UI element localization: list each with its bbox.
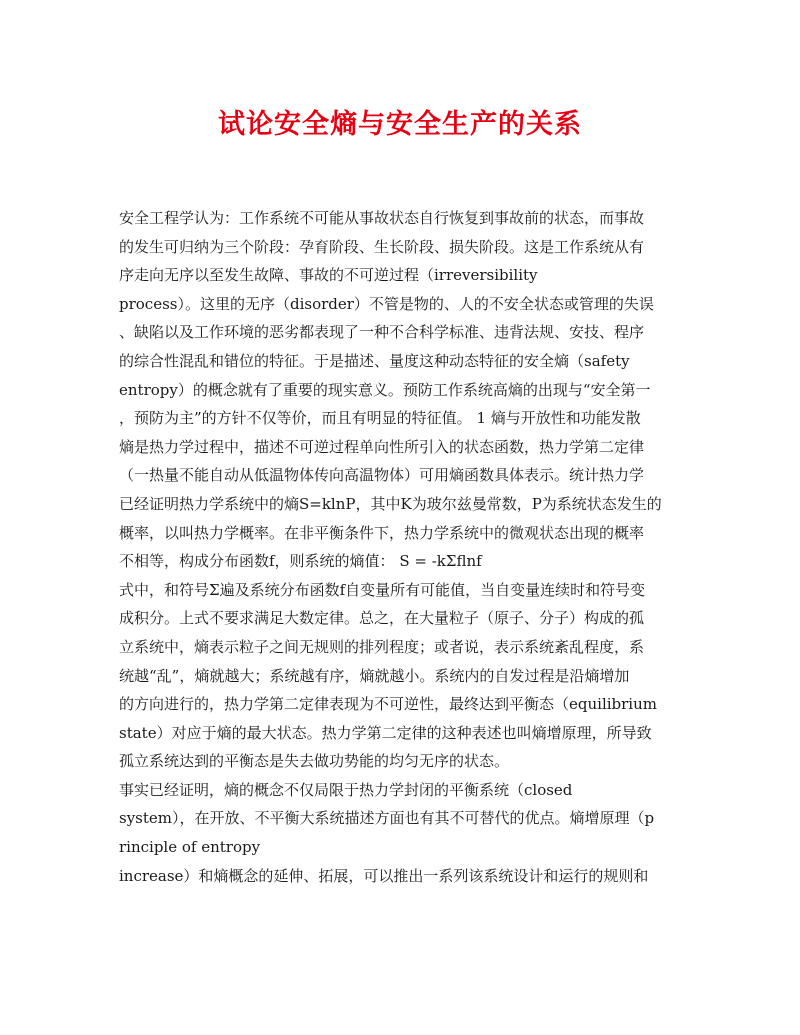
- text-line: entropy）的概念就有了重要的现实意义。预防工作系统高熵的出现与“安全第一: [119, 380, 651, 399]
- text-line: 事实已经证明，熵的概念不仅局限于热力学封闭的平衡系统（closed: [119, 780, 573, 799]
- text-line: 已经证明热力学系统中的熵S=klnP，其中K为玻尔兹曼常数，P为系统状态发生的: [119, 494, 662, 513]
- text-line: 的综合性混乱和错位的特征。于是描述、量度这种动态特征的安全熵（safety: [119, 351, 630, 370]
- text-line: 序走向无序以至发生故障、事故的不可逆过程（irreversibility: [119, 266, 538, 285]
- document-body: [119, 204, 689, 890]
- text-line: 的发生可归纳为三个阶段：孕育阶段、生长阶段、损失阶段。这是工作系统从有: [119, 237, 645, 256]
- text-line: 统越“乱”，熵就越大；系统越有序，熵就越小。系统内的自发过程是沿熵增加: [119, 666, 630, 685]
- text-line: 式中，和符号Σ遍及系统分布函数f自变量所有可能值，当自变量连续时和符号变: [119, 580, 646, 599]
- text-line: increase）和熵概念的延伸、拓展，可以推出一系列该系统设计和运行的规则和: [119, 866, 649, 885]
- text-line: 概率，以叫热力学概率。在非平衡条件下，热力学系统中的微观状态出现的概率: [119, 523, 645, 542]
- text-line: 成积分。上式不要求满足大数定律。总之，在大量粒子（原子、分子）构成的孤: [119, 609, 645, 628]
- text-line: process）。这里的无序（disorder）不管是物的、人的不安全状态或管理的失误: [119, 294, 654, 313]
- document-title: 试论安全熵与安全生产的关系: [218, 109, 582, 140]
- text-line: rinciple of entropy: [119, 838, 261, 857]
- text-line: 的方向进行的，热力学第二定律表现为不可逆性，最终达到平衡态（equilibrium: [119, 695, 657, 714]
- text-line: ，预防为主”的方针不仅等价，而且有明显的特征值。 1 熵与开放性和功能发散: [119, 409, 641, 428]
- text-line: 安全工程学认为：工作系统不可能从事故状态自行恢复到事故前的状态，而事故: [119, 209, 645, 227]
- text-line: （一热量不能自动从低温物体传向高温物体）可用熵函数具体表示。统计热力学: [119, 466, 645, 485]
- text-line: 熵是热力学过程中，描述不可逆过程单向性所引入的状态函数，热力学第二定律: [119, 437, 645, 456]
- text-line: state）对应于熵的最大状态。热力学第二定律的这种表述也叫熵增原理，所导致: [119, 723, 652, 742]
- text-line: system），在开放、不平衡大系统描述方面也有其不可替代的优点。熵增原理（p: [119, 809, 655, 828]
- text-line: 、缺陷以及工作环境的恶劣都表现了一种不合科学标准、违背法规、安技、程序: [119, 323, 645, 342]
- text-line: 立系统中，熵表示粒子之间无规则的排列程度；或者说，表示系统紊乱程度，系: [119, 637, 645, 656]
- text-line: 孤立系统达到的平衡态是失去做功势能的均匀无序的状态。: [119, 752, 510, 771]
- text-line: 不相等，构成分布函数f，则系统的熵值： S = -kΣflnf: [119, 552, 482, 571]
